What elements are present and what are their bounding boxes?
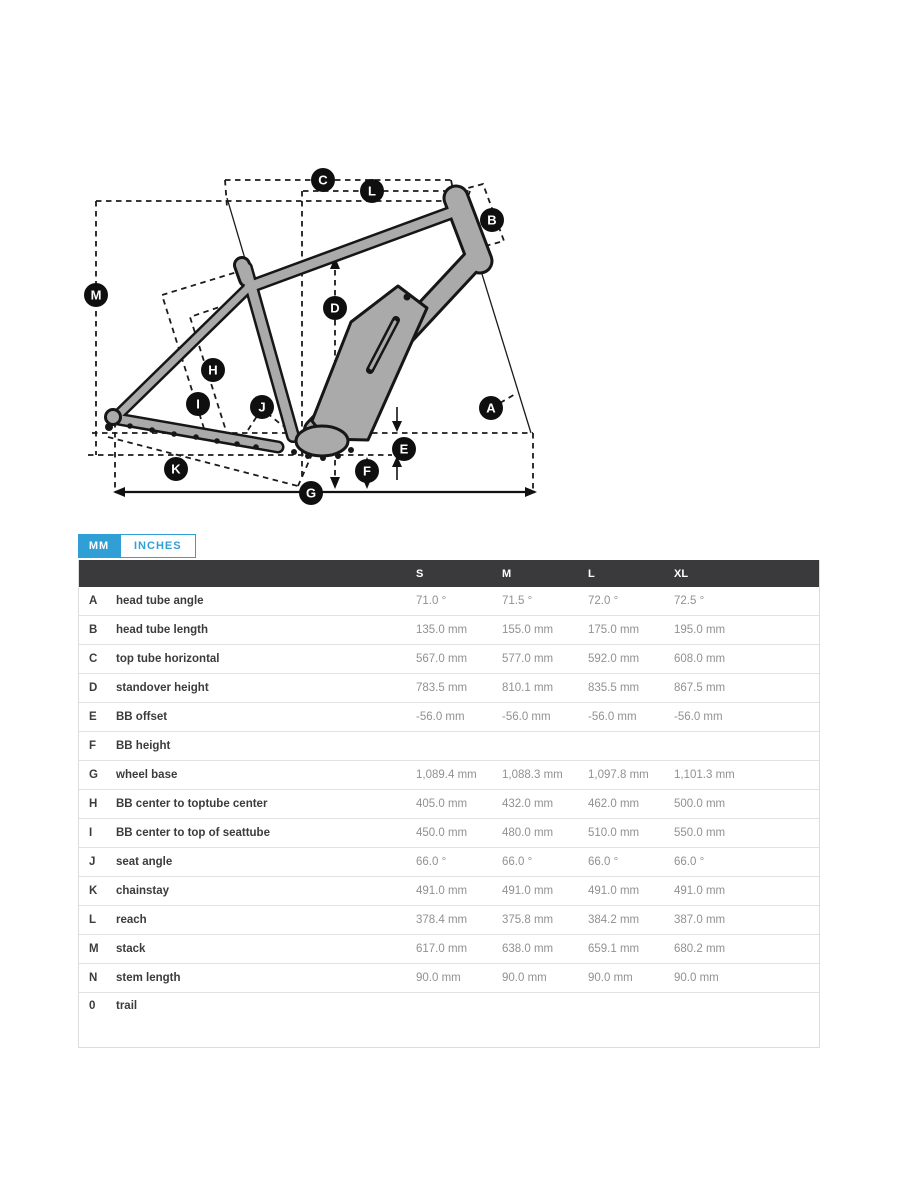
diagram-label-c [311,168,335,192]
column-header-xl: XL [674,567,689,580]
table-row [79,877,819,906]
row-value-l: 835.5 mm [588,682,640,694]
badge-letter: G [305,485,317,501]
row-name: BB center to top of seattube [116,827,270,839]
row-key: J [89,856,96,868]
row-key: G [89,769,98,781]
row-key: M [89,943,99,955]
badge-letter: K [171,461,181,477]
row-value-s: 90.0 mm [416,972,461,984]
diagram-label-f [355,459,379,483]
headtube [456,198,480,261]
row-name: wheel base [116,769,178,781]
row-value-xl: 867.5 mm [674,682,726,694]
rear-dropout [106,410,121,425]
row-value-l: 491.0 mm [588,885,640,897]
tab-inches[interactable]: INCHES [120,534,196,558]
row-value-xl: 491.0 mm [674,885,726,897]
row-key: F [89,740,97,752]
row-value-m: 432.0 mm [502,798,554,810]
row-value-l: 510.0 mm [588,827,640,839]
badge-letter: L [368,183,376,199]
table-row [79,645,819,674]
row-value-s: 66.0 ° [416,856,447,868]
cable-guide [171,431,177,437]
cable-guide [127,423,133,429]
row-key: N [89,972,98,984]
diagram-label-g [299,481,323,505]
row-name: top tube horizontal [116,653,220,665]
battery-notch [404,294,411,301]
badge-letter: F [363,463,371,479]
dropout-tab [105,423,113,431]
row-key: I [89,827,93,839]
cable-guide [214,438,220,444]
table-row [79,761,819,790]
badge-letter: E [399,441,409,457]
row-value-l: 90.0 mm [588,972,633,984]
row-name: stack [116,943,146,955]
row-value-m: 491.0 mm [502,885,554,897]
row-value-s: 491.0 mm [416,885,468,897]
row-name: standover height [116,682,209,694]
row-value-xl: 387.0 mm [674,914,726,926]
badge-letter: J [258,399,266,415]
row-value-l: 462.0 mm [588,798,640,810]
row-name: seat angle [116,856,173,868]
row-value-m: 577.0 mm [502,653,554,665]
table-row [79,616,819,645]
row-value-l: 384.2 mm [588,914,640,926]
table-row [79,819,819,848]
row-name: head tube angle [116,595,204,607]
row-value-xl: -56.0 mm [674,711,723,723]
row-value-xl: 500.0 mm [674,798,726,810]
row-key: A [89,595,98,607]
row-value-s: 71.0 ° [416,595,447,607]
row-value-s: 135.0 mm [416,624,468,636]
row-value-xl: 195.0 mm [674,624,726,636]
diagram-label-a [479,396,503,420]
row-value-xl: 550.0 mm [674,827,726,839]
table-row [79,587,819,616]
row-value-s: 783.5 mm [416,682,468,694]
row-value-m: 155.0 mm [502,624,554,636]
row-value-s: 450.0 mm [416,827,468,839]
row-name: BB offset [116,711,168,723]
diagram-label-k [164,457,188,481]
row-value-xl: 66.0 ° [674,856,705,868]
head-angle-pointer-a [500,393,517,403]
row-value-s: -56.0 mm [416,711,465,723]
diagram-label-i [186,392,210,416]
table-row [79,906,819,935]
cable-guide [149,427,155,433]
row-key: B [89,624,98,636]
row-value-xl: 72.5 ° [674,595,705,607]
diagram-label-d [323,296,347,320]
row-value-xl: 608.0 mm [674,653,726,665]
badge-letter: I [196,396,200,412]
table-row [79,993,819,1047]
badge-letter: B [487,212,497,228]
badge-letter: H [208,362,218,378]
row-value-l: 1,097.8 mm [588,769,649,781]
row-value-xl: 90.0 mm [674,972,719,984]
row-name: head tube length [116,624,208,636]
frame-tubes [112,198,480,447]
diagram-label-e [392,437,416,461]
row-name: reach [116,914,147,926]
row-name: BB center to toptube center [116,798,268,810]
motor-bump [335,453,341,459]
motor [296,426,348,456]
row-value-s: 617.0 mm [416,943,468,955]
motor-bump [305,453,311,459]
seatstay [117,284,252,416]
row-value-m: 90.0 mm [502,972,547,984]
motor-bump [291,449,297,455]
column-header-s: S [416,567,424,580]
table-row [79,848,819,877]
row-value-m: 1,088.3 mm [502,769,563,781]
row-key: E [89,711,97,723]
diagram-label-l [360,179,384,203]
row-name: chainstay [116,885,170,897]
row-value-m: 66.0 ° [502,856,533,868]
e-down-arrow [392,421,402,432]
table-row [79,703,819,732]
battery-motor [291,286,427,461]
table-row [79,964,819,993]
row-value-l: 175.0 mm [588,624,640,636]
row-value-m: 375.8 mm [502,914,554,926]
row-key: D [89,682,98,694]
badge-letter: D [330,300,340,316]
motor-bump [320,455,326,461]
row-key: C [89,653,98,665]
table-row [79,732,819,761]
row-value-l: 592.0 mm [588,653,640,665]
row-value-m: -56.0 mm [502,711,551,723]
row-key: H [89,798,98,810]
row-name: BB height [116,740,171,752]
c-left-drop [225,180,227,207]
cable-guide [234,441,240,447]
row-name: stem length [116,972,181,984]
badge-letter: M [90,287,102,303]
column-header-m: M [502,567,512,580]
unit-toggle [78,534,196,558]
badge-letter: C [318,172,328,188]
tab-mm[interactable]: MM [78,534,120,558]
row-value-xl: 1,101.3 mm [674,769,735,781]
row-value-l: -56.0 mm [588,711,637,723]
g-left-arrow [113,487,125,497]
row-key: 0 [89,1000,96,1012]
row-key: L [89,914,97,926]
row-name: trail [116,1000,138,1012]
diagram-label-h [201,358,225,382]
cable-guide [253,444,259,450]
row-key: K [89,885,98,897]
g-right-arrow [525,487,537,497]
row-value-m: 71.5 ° [502,595,533,607]
table-row [79,790,819,819]
diagram-label-j [250,395,274,419]
table-row [79,935,819,964]
seatclamp [242,265,247,279]
toptube [249,212,453,287]
badge-letter: A [486,400,496,416]
row-value-m: 638.0 mm [502,943,554,955]
geometry-table [78,560,820,1048]
row-value-l: 66.0 ° [588,856,619,868]
cable-guide [193,434,199,440]
table-header [79,560,819,587]
row-value-xl: 680.2 mm [674,943,726,955]
diagram-label-m [84,283,108,307]
row-value-s: 567.0 mm [416,653,468,665]
table-row [79,674,819,703]
diagram-label-b [480,208,504,232]
row-value-s: 378.4 mm [416,914,468,926]
row-value-m: 810.1 mm [502,682,554,694]
row-value-l: 659.1 mm [588,943,640,955]
motor-bump [348,447,354,453]
column-header-l: L [588,567,595,580]
row-value-s: 405.0 mm [416,798,468,810]
row-value-m: 480.0 mm [502,827,554,839]
row-value-l: 72.0 ° [588,595,619,607]
d-bottom-arrow [330,477,340,489]
bike-geometry-diagram [0,0,900,530]
row-value-s: 1,089.4 mm [416,769,477,781]
